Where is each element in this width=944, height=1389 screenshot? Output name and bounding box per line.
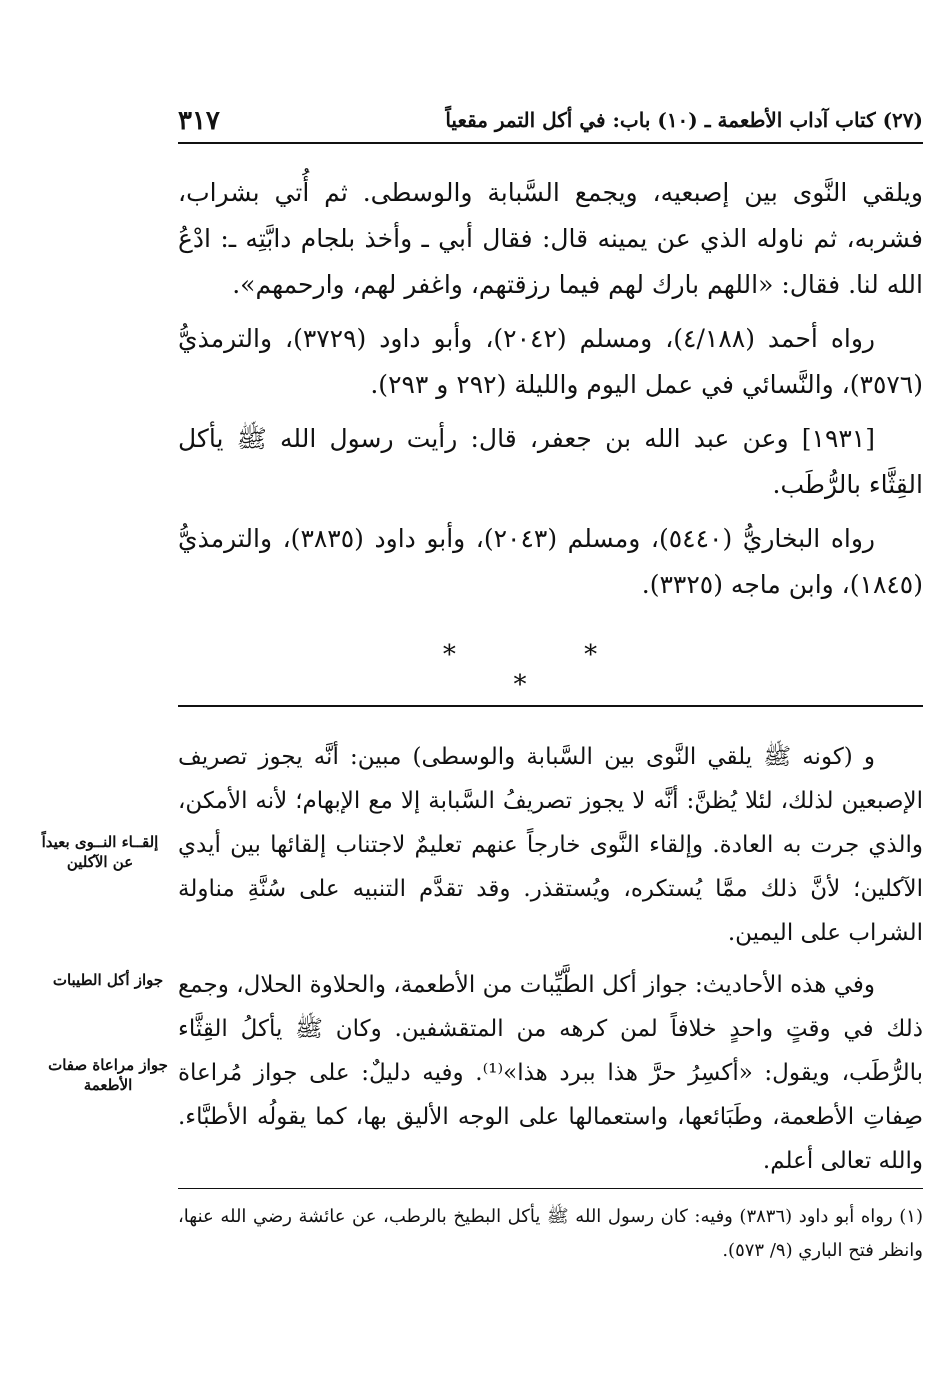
page-number: ٣١٧	[178, 106, 220, 136]
hadith-text	[178, 170, 923, 616]
margin-note: إلقــاء النــوى بعيداً عن الآكلين	[41, 833, 159, 871]
commentary-divider	[178, 705, 923, 707]
hadith-reference: رواه البخاريُّ (٥٤٤٠)، ومسلم (٢٠٤٣)، وأبو داود (٣٨٣٥)، والترمذيُّ (١٨٤٥)، وابن ماجه (٣٣٢٥).	[178, 524, 923, 599]
hadith-paragraph: [١٩٣١] وعن عبد الله بن جعفر، قال: رأيت رسول الله ﷺ يأكل القِثَّاء بالرُّطَب.	[178, 424, 923, 499]
footnote-divider	[178, 1188, 923, 1189]
footnote: (١) رواه أبو داود (٣٨٣٦) وفيه: كان رسول الله ﷺ يأكل البطيخ بالرطب، عن عائشة رضي الله عنها، وانظر فتح الباري (٩/ ٥٧٣).	[178, 1206, 923, 1261]
running-header	[178, 104, 923, 140]
section-separator: * * *	[442, 640, 658, 700]
margin-note: جواز أكل الطيبات	[52, 971, 164, 989]
chapter-title: (٢٧) كتاب آداب الأطعمة ـ (١٠) باب: في أكل التمر مقعياً	[445, 108, 923, 132]
commentary-paragraph: وفي هذه الأحاديث: جواز أكل الطَّيِّبات من الأطعمة، والحلاوة الحلال، وجمع ذلك في وقتٍ واحدٍ خلافاً لمن كرهه من المتقشفين. وكان ﷺ يأكلُ القِثَّاء بالرُّطَب، ويقول: «أكسِرُ حرَّ هذا ببرد هذا»⁽¹⁾. وفيه دليلٌ: على جواز مُراعاة صِفاتِ الأطعمة، وطَبَائعها، واستعمالها على الوجه الأليق بها، كما يقولُه الأطبَّاء. والله تعالى أعلم.	[178, 972, 923, 1174]
hadith-reference: رواه أحمد (٤/١٨٨)، ومسلم (٢٠٤٢)، وأبو داود (٣٧٢٩)، والترمذيُّ (٣٥٧٦)، والنَّسائي في عمل اليوم والليلة (٢٩٢ و ٢٩٣).	[178, 324, 923, 399]
margin-note: جواز مراعاة صفات الأطعمة	[48, 1056, 168, 1094]
commentary-paragraph: و (كونه ﷺ يلقي النَّوى بين السَّبابة والوسطى) مبين: أنَّه يجوز تصريف الإصبعين لذلك، لئلا يُظنَّ: أنَّه لا يجوز تصريفُ السَّبابة إلا مع الإبهام؛ لأنه الأمكن، والذي جرت به العادة. وإلقاء النَّوى خارجاً عنهم تعليمٌ لاجتناب إلقائها بين أيدي الآكلين؛ لأنَّ ذلك ممَّا يُستكره، ويُستقذر. وقد تقدَّم التنبيه على سُنَّةِ مناولة الشراب على اليمين.	[178, 744, 923, 946]
header-divider	[178, 142, 923, 144]
hadith-paragraph: ويلقي النَّوى بين إصبعيه، ويجمع السَّبابة والوسطى. ثم أُتي بشراب، فشربه، ثم ناوله الذي عن يمينه قال: فقال أبي ـ وأخذ بلجام دابَّتِه ـ: ادْعُ الله لنا. فقال: «اللهم بارك لهم فيما رزقتهم، واغفر لهم، وارحمهم».	[178, 178, 923, 299]
commentary-text	[178, 735, 923, 1191]
